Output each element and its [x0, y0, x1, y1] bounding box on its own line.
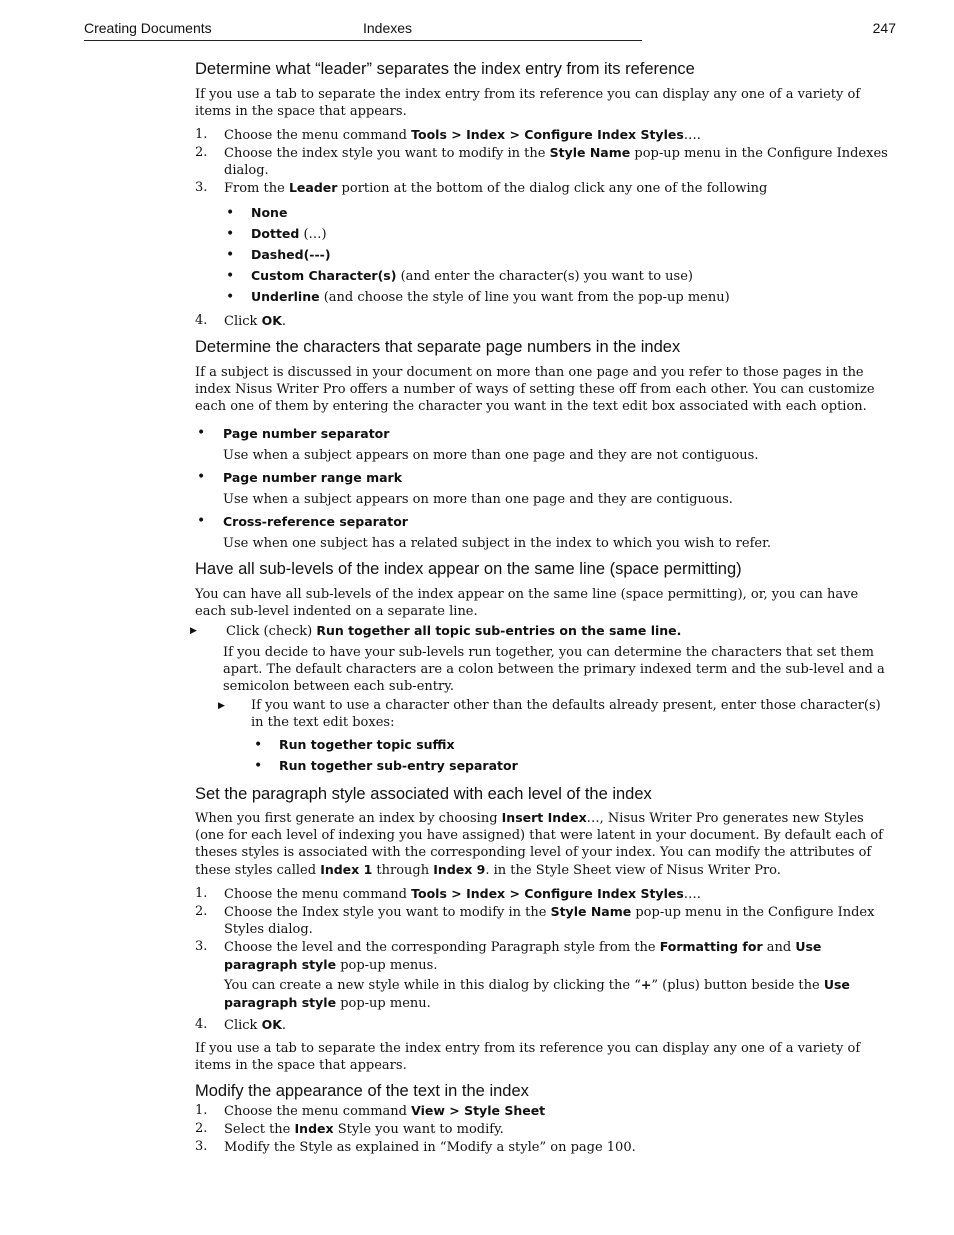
field-list: [252, 735, 890, 777]
step-number: 1.: [195, 1103, 208, 1118]
option-note: (and enter the character(s) you want to use): [396, 269, 693, 284]
option-label: Run together all topic sub-entries on the same line.: [316, 623, 682, 638]
steps-list: [195, 312, 890, 330]
section-heading-leader: Determine what “leader” separates the index entry from its reference: [195, 60, 695, 78]
list-item: [224, 287, 890, 308]
separator-options: [195, 425, 890, 552]
step-text: Choose the index style you want to modify in the: [224, 146, 550, 161]
option-label: Page number range mark: [223, 470, 403, 485]
header-chapter: Indexes: [363, 20, 413, 36]
step-text: ….: [683, 887, 701, 902]
steps-list: [195, 885, 890, 974]
option-label: Underline: [251, 289, 320, 304]
menu-command: Tools > Index > Configure Index Styles: [411, 886, 684, 901]
option-description: Use when one subject has a related subject in the index to which you wish to refer.: [223, 536, 771, 551]
section-heading-appearance: Modify the appearance of the text in the index: [195, 1082, 529, 1100]
ui-label: Index: [294, 1121, 334, 1136]
step-text: Select the: [224, 1122, 295, 1137]
step-text: Click: [224, 1018, 262, 1033]
step-number: 3.: [195, 180, 208, 195]
leader-options: [224, 203, 890, 308]
step-text: pop-up menu in the Configure Index Styles dialog.: [224, 905, 875, 937]
header-section: Creating Documents: [84, 20, 212, 36]
list-item: [224, 245, 890, 266]
step-number: 2.: [195, 904, 208, 919]
step-number: 1.: [195, 886, 208, 901]
menu-command: Tools > Index > Configure Index Styles: [411, 127, 684, 142]
step-text: Choose the level and the corresponding Paragraph style from the: [224, 940, 660, 955]
action-step: [190, 622, 890, 640]
step-text: Choose the menu command: [224, 887, 412, 902]
step-number: 1.: [195, 127, 208, 142]
page-body: [190, 58, 890, 1162]
ui-label: OK: [261, 313, 282, 328]
step: [195, 885, 890, 903]
step-text: Click: [224, 314, 262, 329]
list-item: [252, 735, 890, 756]
step-number: 2.: [195, 145, 208, 160]
ui-label: Style Name: [550, 904, 632, 919]
step: [195, 938, 890, 974]
step-text: Choose the menu command: [224, 1104, 412, 1119]
step-text: ….: [683, 128, 701, 143]
list-item: [195, 513, 890, 552]
step-text: .: [281, 314, 287, 329]
step: [195, 312, 890, 330]
list-item: [224, 224, 890, 245]
ui-label: Leader: [288, 180, 338, 195]
menu-command: View > Style Sheet: [411, 1103, 546, 1118]
ui-label: Style Name: [549, 145, 631, 160]
section-heading-sublevels: Have all sub-levels of the index appear on the same line (space permitting): [195, 560, 742, 578]
option-note: (…): [299, 227, 327, 242]
option-note: (and choose the style of line you want from the pop-up menu): [319, 290, 730, 305]
step: [195, 144, 890, 179]
section-intro: If you use a tab to separate the index entry from its reference you can display any one of a variety of items in the space that appears.: [195, 87, 861, 119]
step: [195, 1102, 890, 1120]
option-label: Cross-reference separator: [223, 514, 408, 529]
step-text: .: [281, 1018, 287, 1033]
step-text: Click (check): [226, 624, 317, 639]
section-heading-separators: Determine the characters that separate page numbers in the index: [195, 338, 681, 356]
ui-label: Use paragraph style: [224, 939, 822, 972]
step: [195, 179, 890, 197]
option-description: Use when a subject appears on more than one page and they are contiguous.: [223, 492, 733, 507]
step-text: Style you want to modify.: [333, 1122, 504, 1137]
step-text: From the: [224, 181, 289, 196]
section-intro: If a subject is discussed in your document on more than one page and you refer to those pages in the index Nisus Writer Pro offers a number of ways of setting these off from each other. You can customize each one of them by entering the character you want in the text edit box associated with each option.: [195, 365, 875, 414]
explanation: If you decide to have your sub-levels run together, you can determine the characters that set them apart. The default characters are a colon between the primary indexed term and the sub-level and a semicolon between each sub-entry.: [223, 645, 885, 694]
step: [195, 1138, 890, 1156]
step-text: and: [762, 940, 796, 955]
action-step: [218, 697, 890, 731]
step: [195, 1120, 890, 1138]
list-item: [224, 266, 890, 287]
list-item: [224, 203, 890, 224]
header-rule: [84, 40, 642, 41]
running-header: [84, 20, 896, 42]
step-text: If you want to use a character other than the defaults already present, enter those character(s) in the text edit boxes:: [251, 698, 881, 730]
option-label: Dashed(---): [251, 247, 331, 262]
option-label: Dotted: [251, 226, 300, 241]
section-outro: If you use a tab to separate the index entry from its reference you can display any one of a variety of items in the space that appears.: [195, 1041, 861, 1073]
ui-label: Formatting for: [659, 939, 763, 954]
triangle-bullet-icon: ▶: [190, 626, 197, 636]
step-number: 2.: [195, 1121, 208, 1136]
section-intro: You can have all sub-levels of the index appear on the same line (space permitting), or, you can have each sub-level indented on a separate line.: [195, 587, 859, 619]
triangle-bullet-icon: ▶: [218, 701, 225, 711]
step: [195, 903, 890, 938]
step-number: 3.: [195, 939, 208, 954]
step: [195, 1016, 890, 1034]
option-label: None: [251, 205, 288, 220]
step-text: Choose the menu command: [224, 128, 412, 143]
field-label: Run together topic suffix: [279, 737, 455, 752]
page-number: 247: [872, 20, 896, 36]
step-number: 4.: [195, 313, 208, 328]
step: [195, 126, 890, 144]
section-intro: When you first generate an index by choosing Insert Index…, Nisus Writer Pro generates new Styles (one for each level of indexing you have assigned) that were latent in your document. By default each of theses styles is associated with the corresponding level of your index. You can modify the attributes of these styles called Index 1 through Index 9. in the Style Sheet view of Nisus Writer Pro.: [195, 810, 883, 878]
list-item: [195, 469, 890, 508]
steps-list: [195, 1016, 890, 1034]
step-number: 4.: [195, 1017, 208, 1032]
step-text: pop-up menu in the Configure Indexes dialog.: [224, 146, 888, 178]
step-text: portion at the bottom of the dialog click any one of the following: [337, 181, 768, 196]
step-text: Choose the Index style you want to modify in the: [224, 905, 551, 920]
steps-list: [195, 1102, 890, 1156]
section-heading-paragraph-style: Set the paragraph style associated with each level of the index: [195, 785, 652, 803]
list-item: [195, 425, 890, 464]
step-number: 3.: [195, 1139, 208, 1154]
step-note: You can create a new style while in this dialog by clicking the “+” (plus) button beside the Use paragraph style pop-up menu.: [224, 977, 850, 1011]
option-label: Custom Character(s): [251, 268, 397, 283]
list-item: [252, 756, 890, 777]
step-text: Modify the Style as explained in “Modify a style” on page 100.: [224, 1140, 636, 1155]
field-label: Run together sub-entry separator: [279, 758, 518, 773]
option-description: Use when a subject appears on more than one page and they are not contiguous.: [223, 448, 759, 463]
option-label: Page number separator: [223, 426, 390, 441]
ui-label: OK: [261, 1017, 282, 1032]
steps-list: [195, 126, 890, 197]
step-text: pop-up menus.: [336, 958, 438, 973]
